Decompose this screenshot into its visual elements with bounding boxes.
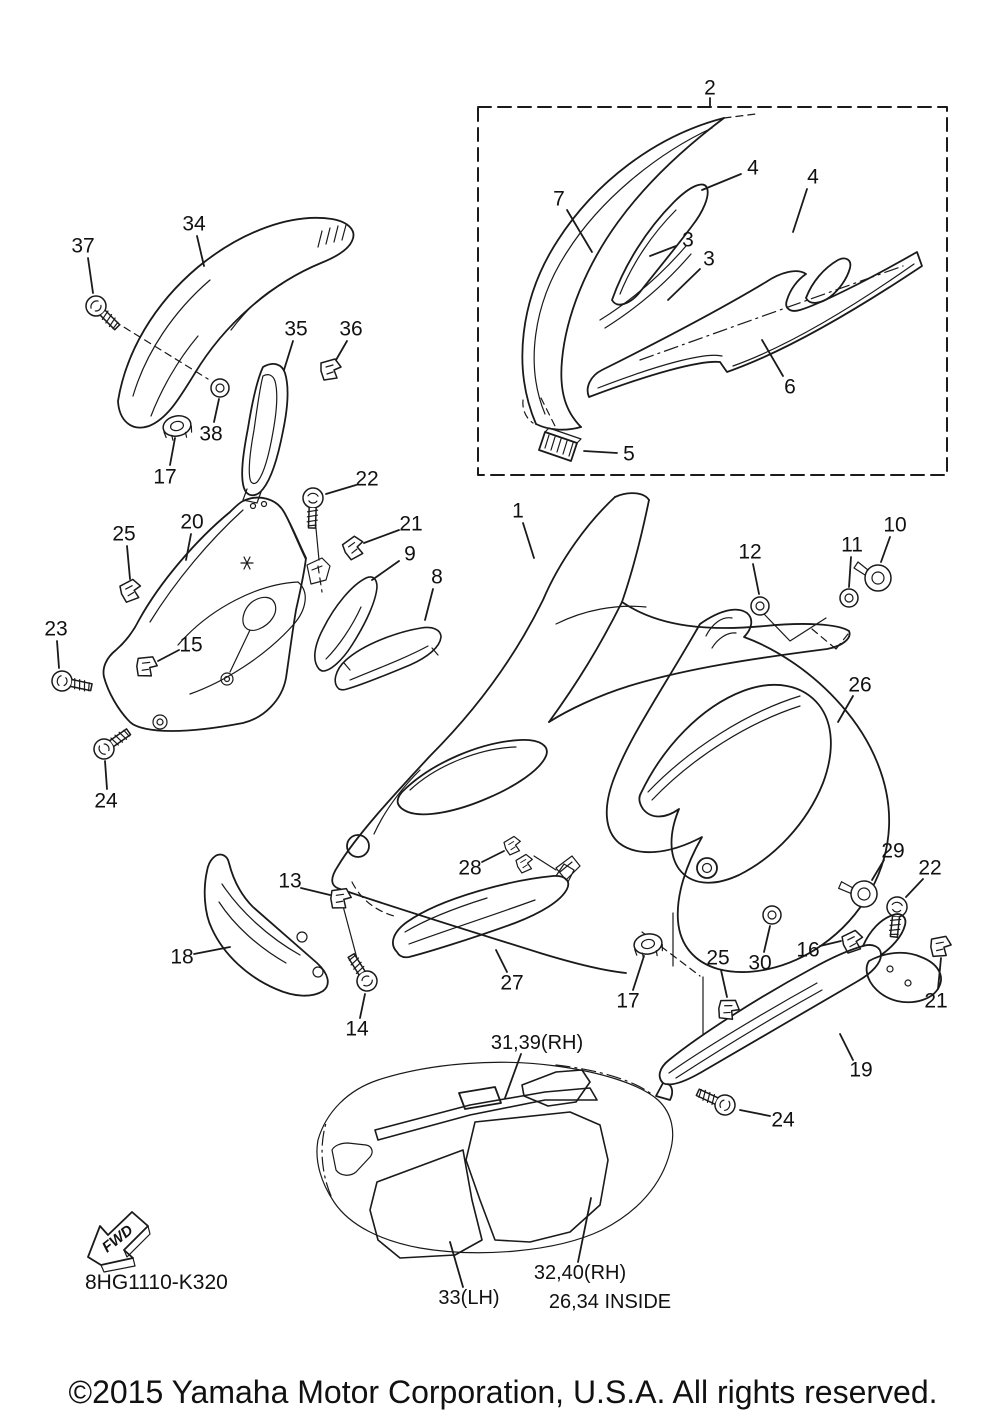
part-33-grille (370, 1150, 482, 1258)
callout-23: 23 (44, 617, 68, 641)
callout-3: 3 (682, 228, 694, 252)
hidden-mount-lines (764, 614, 826, 641)
leader-line (584, 451, 617, 453)
part-5-rib-plate (539, 428, 581, 461)
screw-icon (302, 488, 323, 529)
part-9-grille (315, 577, 377, 671)
part-26-group (607, 610, 952, 1034)
leader-line (214, 399, 219, 422)
callout-37: 37 (71, 234, 95, 258)
clip-icon (503, 835, 523, 855)
leader-line (336, 341, 347, 360)
callout-4: 4 (807, 165, 819, 189)
leader-line (170, 438, 175, 465)
screw-icon (50, 669, 93, 697)
clip-icon (135, 654, 158, 678)
callout-32-40-RH-: 32,40(RH) (533, 1262, 627, 1284)
leader-line (740, 1110, 770, 1116)
callout-5: 5 (623, 442, 635, 466)
leader-line (764, 926, 770, 952)
leader-line (450, 1242, 463, 1287)
leader-line (840, 1034, 853, 1060)
callout-15: 15 (179, 633, 203, 657)
leader-line (360, 994, 365, 1018)
part-27-lower-panel (393, 864, 574, 957)
callout-25: 25 (706, 946, 730, 970)
diagram-code: 8HG1110-K320 (85, 1271, 228, 1294)
part-7-windshield (522, 114, 756, 430)
screw-icon (82, 292, 124, 334)
leader-line (496, 950, 507, 972)
leader-line (849, 557, 851, 587)
callout-28: 28 (458, 856, 482, 880)
part-34-cover (118, 218, 353, 428)
clip-icon (930, 935, 952, 958)
callout-36: 36 (339, 317, 363, 341)
part-8-grille (335, 627, 441, 689)
part-3-molding-upper (600, 246, 691, 328)
callout-24: 24 (771, 1108, 795, 1132)
bolt-icon (838, 876, 879, 911)
callout-33-LH-: 33(LH) (438, 1287, 500, 1309)
callout-4: 4 (747, 156, 759, 180)
callout-9: 9 (404, 542, 416, 566)
callout-35: 35 (284, 317, 308, 341)
callout-2: 2 (704, 76, 716, 100)
leader-line (186, 534, 191, 560)
callout-29: 29 (881, 839, 905, 863)
callout-21: 21 (399, 512, 423, 536)
leader-line (364, 530, 399, 543)
leader-line (425, 589, 433, 620)
callout-22: 22 (918, 856, 942, 880)
leader-line (721, 970, 727, 997)
leader-line (57, 641, 59, 668)
fwd-label: FWD (98, 1221, 137, 1257)
screw-axis-dashed-line (114, 321, 208, 379)
leader-line (633, 956, 644, 990)
part-6-lower-panel (588, 252, 922, 397)
callout-34: 34 (182, 212, 206, 236)
leader-line (793, 189, 807, 232)
leader-line (505, 1054, 521, 1098)
leader-line (88, 258, 93, 293)
callout-11: 11 (841, 533, 863, 557)
washer-icon (840, 589, 858, 607)
clip-icon (515, 853, 535, 873)
part-35-trim (242, 364, 287, 503)
callout-16: 16 (796, 938, 820, 962)
leader-line (523, 523, 534, 558)
callout-22: 22 (355, 467, 379, 491)
leader-line (372, 561, 399, 580)
leader-line (284, 341, 293, 370)
washer-icon (211, 379, 229, 397)
callout-24: 24 (94, 789, 118, 813)
callout-18: 18 (170, 945, 194, 969)
part-20-group (50, 488, 367, 763)
washer-icon (763, 906, 781, 924)
leader-line (578, 1198, 591, 1262)
callout-31-39-RH-: 31,39(RH) (490, 1032, 584, 1054)
grommet-icon (161, 413, 193, 441)
grilles-group (315, 577, 441, 690)
callout-38: 38 (199, 422, 223, 446)
screw-icon (694, 1083, 739, 1118)
callout-layer (44, 77, 947, 1314)
inset-box-group (478, 107, 947, 475)
bolt-icon (854, 562, 891, 591)
screw-icon (343, 950, 381, 995)
inset-dashed-border (478, 107, 947, 475)
callout-3: 3 (703, 247, 715, 271)
leader-line (753, 564, 759, 594)
callout-26-34-INSIDE: 26,34 INSIDE (548, 1291, 672, 1313)
leader-line (301, 888, 330, 895)
clip-icon (716, 997, 741, 1022)
callout-12: 12 (738, 540, 762, 564)
callout-20: 20 (180, 510, 204, 534)
callout-25: 25 (112, 522, 136, 546)
callout-1: 1 (512, 499, 524, 523)
leader-line (326, 485, 356, 494)
callout-30: 30 (748, 951, 772, 975)
clip-icon (341, 534, 367, 561)
callout-7: 7 (553, 187, 565, 211)
callout-10: 10 (883, 513, 907, 537)
part-4-trim-right (806, 258, 850, 302)
clip-icon (330, 887, 353, 911)
leader-line (105, 761, 107, 789)
grommet-icon (632, 932, 664, 960)
clip-icon (119, 578, 143, 603)
callout-21: 21 (924, 989, 948, 1013)
fwd-arrow (88, 1212, 150, 1272)
leader-line (702, 174, 741, 190)
callout-27: 27 (500, 971, 524, 995)
callout-8: 8 (431, 565, 443, 589)
callout-26: 26 (848, 673, 872, 697)
clip-icon (321, 359, 341, 380)
callout-17: 17 (616, 989, 640, 1013)
asterisk-mark (241, 557, 253, 569)
leader-line (482, 851, 504, 862)
leader-line (881, 537, 890, 562)
part-18-lower-panel (205, 855, 328, 996)
callout-14: 14 (345, 1017, 369, 1041)
part-34-group (82, 218, 354, 503)
inner-panel-group (317, 1062, 673, 1258)
washer-icon (751, 597, 769, 615)
leader-line (158, 650, 179, 661)
callout-6: 6 (784, 375, 796, 399)
callout-19: 19 (849, 1058, 873, 1082)
diagram-line-art (44, 77, 952, 1411)
leader-line (197, 236, 204, 266)
callout-17: 17 (153, 465, 177, 489)
screw-icon (90, 724, 134, 763)
copyright-text: ©2015 Yamaha Motor Corporation, U.S.A. All rights reserved. (68, 1374, 938, 1410)
callout-13: 13 (278, 869, 302, 893)
part-1-group (332, 493, 891, 973)
leader-line (127, 546, 130, 579)
leader-line (906, 879, 923, 897)
